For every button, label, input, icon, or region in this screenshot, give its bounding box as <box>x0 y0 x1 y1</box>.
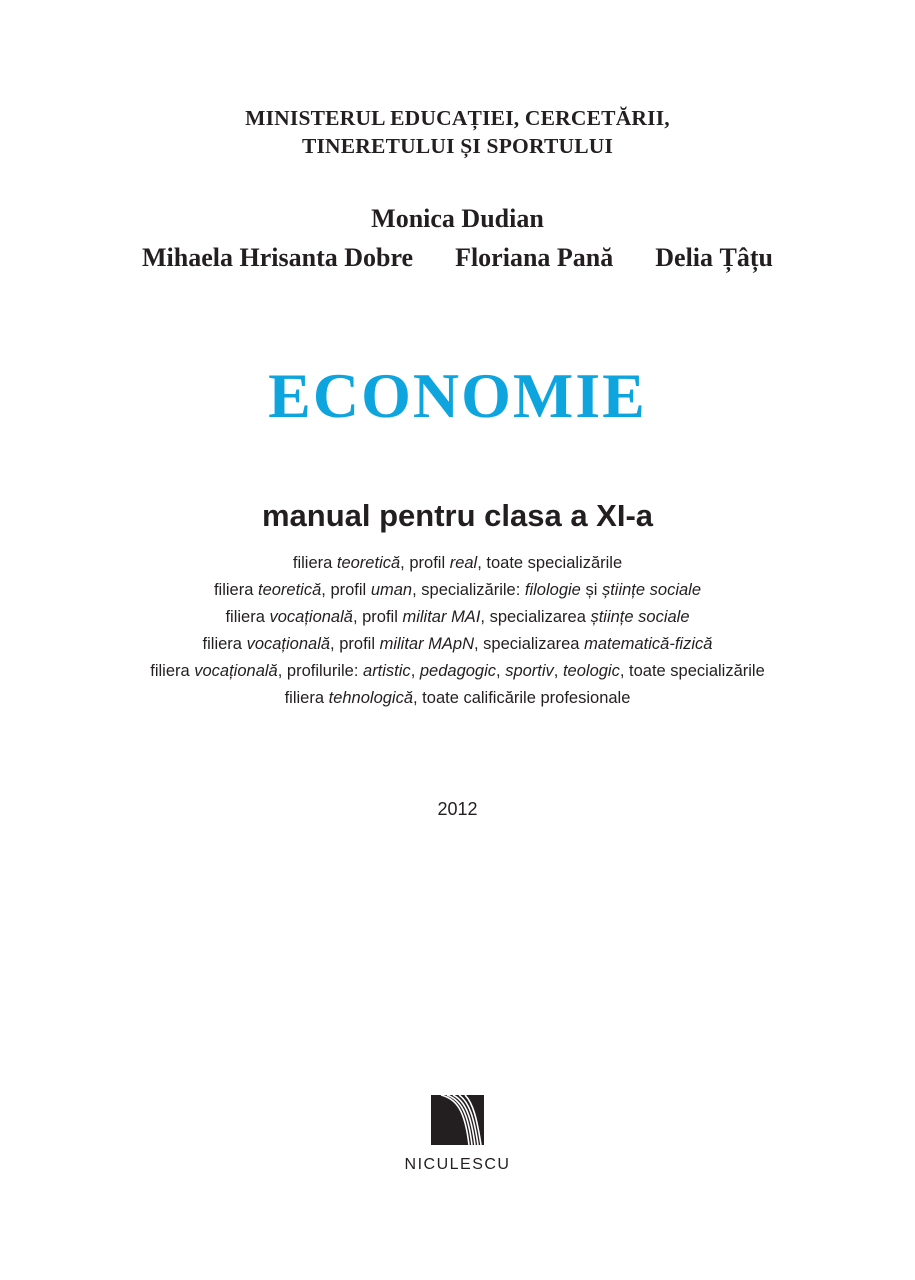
profile-term: sportiv <box>505 662 554 680</box>
authors-row <box>0 242 915 274</box>
profile-text: , <box>496 662 506 680</box>
profile-term: vocațională <box>269 608 353 626</box>
profile-text: , specializarea <box>474 635 585 653</box>
profile-term: real <box>449 554 478 572</box>
profile-term: pedagogic <box>419 662 497 680</box>
profile-text: filiera <box>213 581 258 599</box>
profile-text: , profil <box>321 581 371 599</box>
profile-text: și <box>580 581 602 599</box>
profile-text: filiera <box>225 608 270 626</box>
publication-year: 2012 <box>437 799 478 819</box>
profile-term: tehnologică <box>328 689 414 707</box>
ministry-line-1: MINISTERUL EDUCAȚIEI, CERCETĂRII, <box>245 106 670 130</box>
profile-line <box>0 658 915 685</box>
profile-term: teoretică <box>336 554 401 572</box>
profile-line <box>0 685 915 712</box>
profile-text: , toate specializările <box>619 662 765 680</box>
profile-text: , profilurile: <box>277 662 364 680</box>
profile-text: , <box>553 662 563 680</box>
profile-term: vocațională <box>246 635 331 653</box>
profile-text: , profil <box>330 635 380 653</box>
profile-term: militar MApN <box>379 635 475 653</box>
profile-text: filiera <box>202 635 247 653</box>
profile-line <box>0 631 915 658</box>
profile-term: teoretică <box>257 581 322 599</box>
profile-text: , toate calificările profesionale <box>413 689 631 707</box>
profile-line <box>0 550 915 577</box>
niculescu-logo-icon <box>431 1095 484 1145</box>
publisher-name: NICULESCU <box>404 1156 511 1173</box>
profile-term: artistic <box>363 662 411 680</box>
profile-term: teologic <box>562 662 620 680</box>
profile-term: științe sociale <box>601 581 702 599</box>
profile-line <box>0 604 915 631</box>
profile-term: militar MAI <box>402 608 481 626</box>
profile-text: filiera <box>150 662 195 680</box>
book-subtitle: manual pentru clasa a XI-a <box>261 498 654 533</box>
author-name: Delia Țâțu <box>655 243 773 272</box>
profile-term: filologie <box>524 581 581 599</box>
profile-text: filiera <box>292 554 337 572</box>
author-name: Floriana Pană <box>455 243 614 272</box>
profile-text: , profil <box>400 554 450 572</box>
profile-text: , specializarea <box>480 608 591 626</box>
profile-term: matematică-fizică <box>584 635 713 653</box>
profile-text: filiera <box>284 689 329 707</box>
profile-term: uman <box>370 581 413 599</box>
profile-text: , profil <box>352 608 403 626</box>
ministry-heading <box>0 104 915 160</box>
profile-term: vocațională <box>194 662 278 680</box>
profiles-list <box>0 550 915 712</box>
profile-text: , <box>410 662 420 680</box>
profile-text: , toate specializările <box>477 554 623 572</box>
profile-text: , specializările: <box>412 581 525 599</box>
profile-term: științe sociale <box>590 608 690 626</box>
book-title: ECONOMIE <box>268 360 647 431</box>
profile-line <box>0 577 915 604</box>
ministry-line-2: TINERETULUI ȘI SPORTULUI <box>301 134 614 158</box>
author-name: Mihaela Hrisanta Dobre <box>142 243 414 272</box>
author-primary: Monica Dudian <box>371 204 544 233</box>
